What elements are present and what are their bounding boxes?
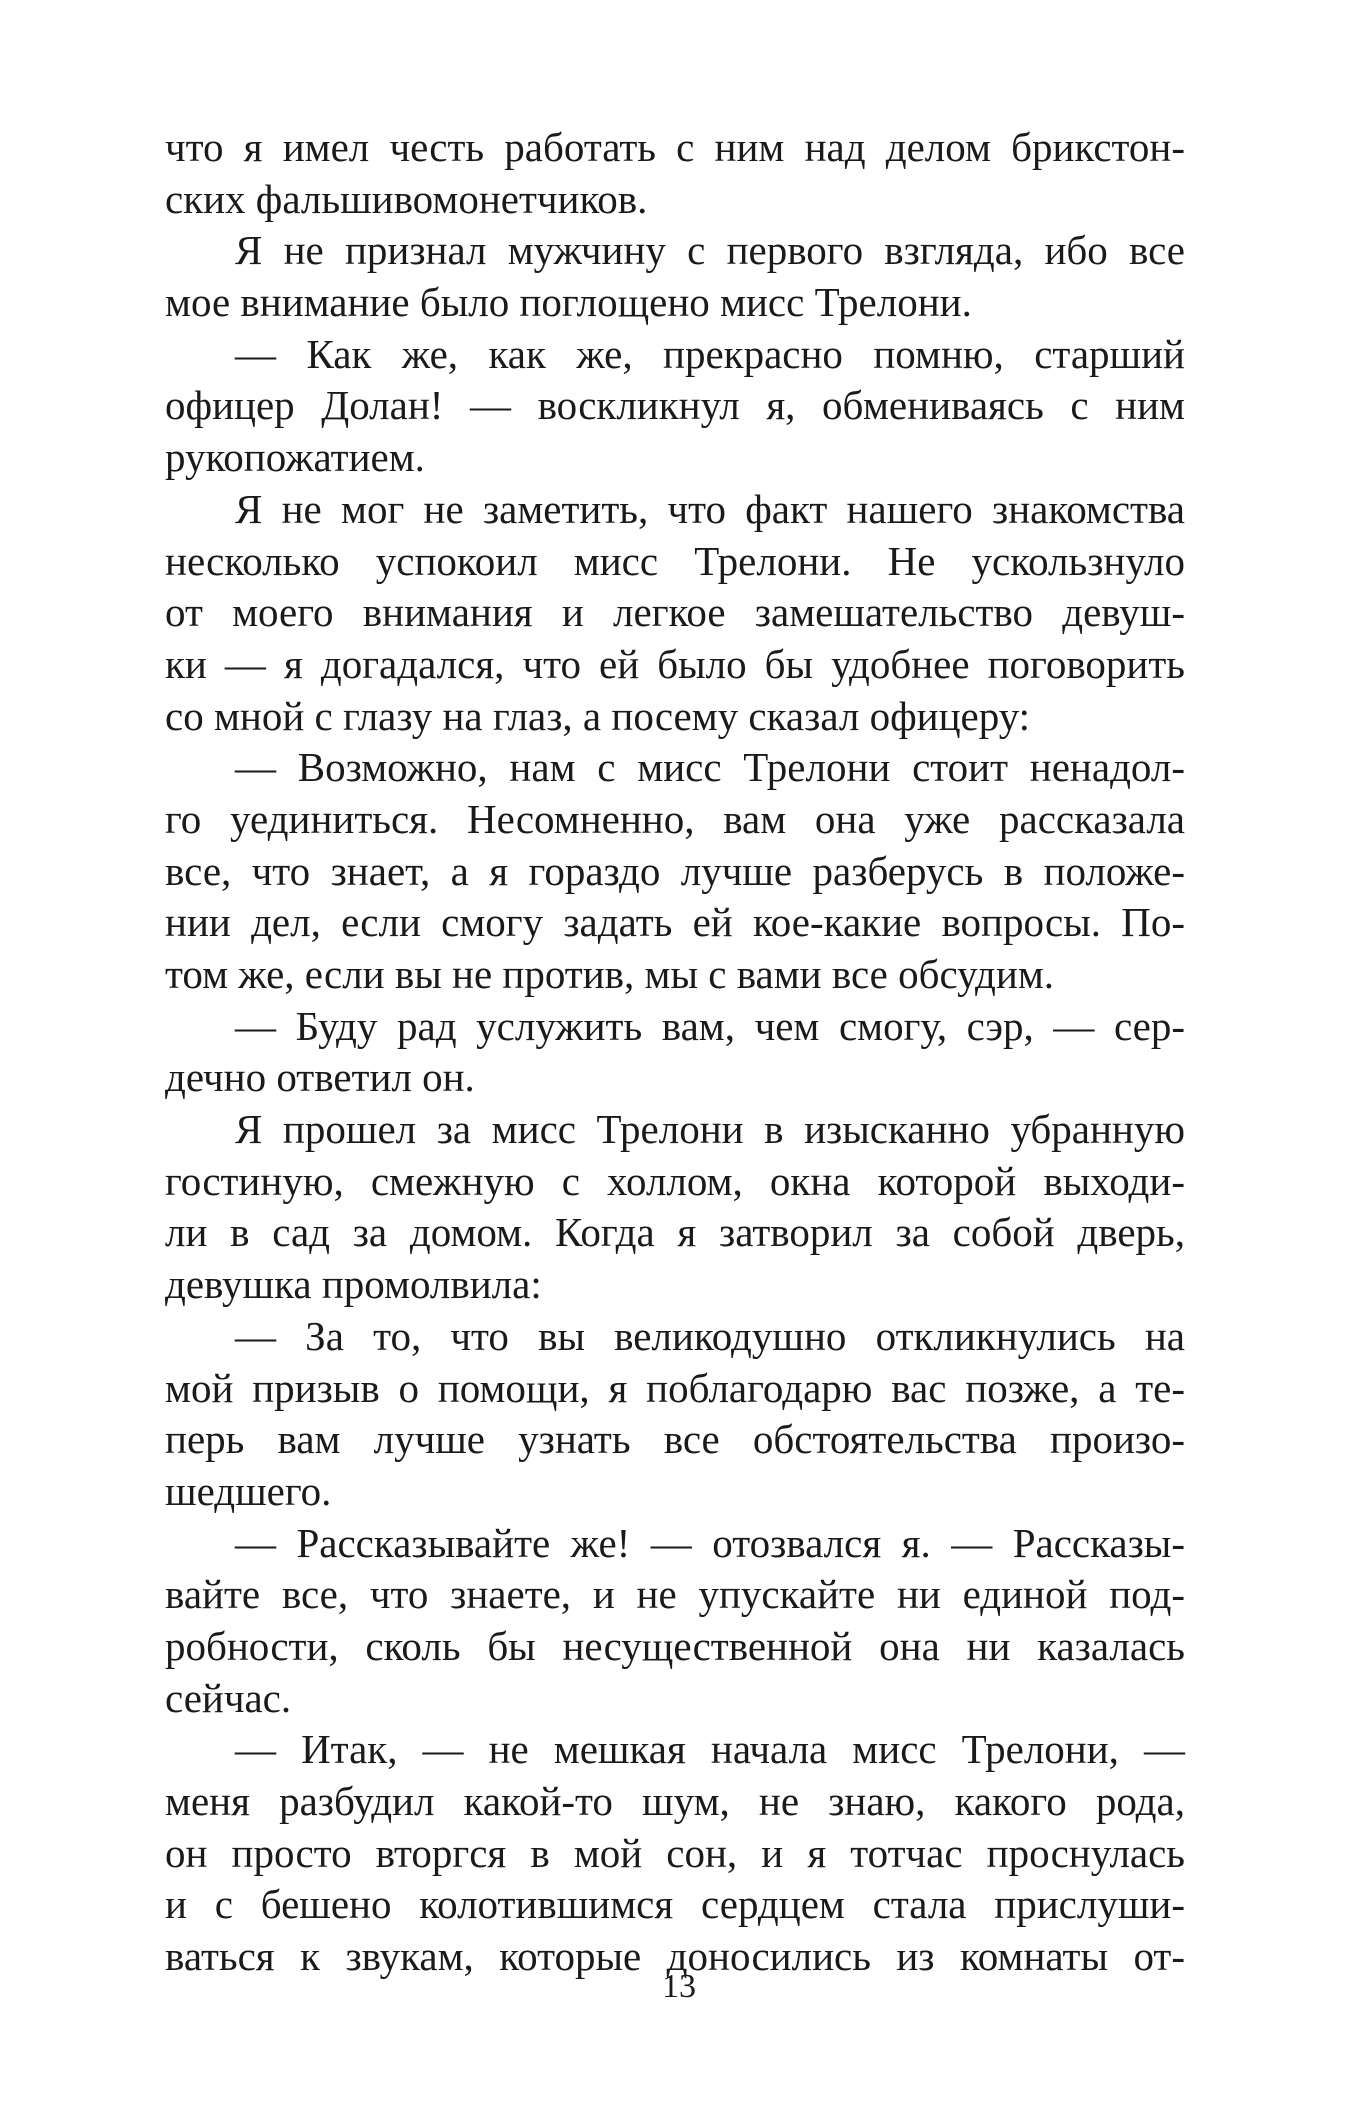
- text-line: он просто вторгся в мой сон, и я тотчас проснулась: [165, 1829, 1185, 1876]
- text-line: ских фальшивомонетчиков.: [165, 175, 648, 222]
- text-line: и с бешено колотившимся сердцем стала прислуши-: [165, 1881, 1185, 1928]
- text-line: шедшего.: [165, 1467, 332, 1514]
- text-line: мое внимание было поглощено мисс Трелони.: [165, 279, 972, 326]
- text-line: ли в сад за домом. Когда я затворил за собой дверь,: [165, 1209, 1185, 1256]
- text-line: перь вам лучше узнать все обстоятельства произо-: [165, 1416, 1185, 1463]
- text-line: меня разбудил какой-то шум, не знаю, какого рода,: [165, 1778, 1185, 1824]
- text-line: — За то, что вы великодушно откликнулись на: [235, 1312, 1185, 1359]
- text-line: вайте все, что знаете, и не упускайте ни единой под-: [165, 1571, 1185, 1618]
- text-line: со мной с глазу на глаз, а посему сказал офицеру:: [165, 692, 1031, 739]
- text-line: девушка промолвила:: [165, 1261, 542, 1308]
- text-line: ваться к звукам, которые доносились из комнаты от-: [165, 1933, 1185, 1980]
- page-number: 13: [662, 1968, 696, 2005]
- text-line: рукопожатием.: [165, 434, 425, 481]
- text-line: го уединиться. Несомненно, вам она уже рассказала: [165, 795, 1185, 842]
- text-line: — Как же, как же, прекрасно помню, старший: [235, 330, 1185, 377]
- page-body-text: [165, 122, 1185, 1983]
- text-line: — Рассказывайте же! — отозвался я. — Рассказы-: [235, 1519, 1185, 1566]
- text-line: Я не признал мужчину с первого взгляда, ибо все: [235, 227, 1185, 274]
- text-line: несколько успокоил мисс Трелони. Не ускользнуло: [165, 537, 1185, 584]
- text-line: от моего внимания и легкое замешательство девуш-: [165, 589, 1185, 636]
- text-line: что я имел честь работать с ним над делом брикстон-: [165, 124, 1185, 170]
- text-line: том же, если вы не против, мы с вами все обсудим.: [165, 951, 1055, 997]
- text-line: офицер Долан! — воскликнул я, обмениваясь с ним: [165, 382, 1185, 429]
- text-line: дечно ответил он.: [165, 1054, 475, 1101]
- text-line: робности, сколь бы несущественной она ни казалась: [165, 1622, 1185, 1669]
- text-line: гостиную, смежную с холлом, окна которой выходи-: [165, 1157, 1185, 1204]
- text-line: все, что знает, а я гораздо лучше разберусь в положе-: [165, 847, 1185, 894]
- text-line: — Возможно, нам с мисс Трелони стоит ненадол-: [235, 744, 1185, 791]
- text-line: сейчас.: [165, 1674, 292, 1721]
- text-line: нии дел, если смогу задать ей кое-какие вопросы. По-: [165, 899, 1185, 946]
- text-line: ки — я догадался, что ей было бы удобнее поговорить: [165, 640, 1185, 687]
- text-line: — Буду рад услужить вам, чем смогу, сэр, — сер-: [235, 1002, 1185, 1049]
- text-line: Я прошел за мисс Трелони в изысканно убранную: [235, 1106, 1185, 1153]
- text-line: мой призыв о помощи, я поблагодарю вас позже, а те-: [165, 1364, 1185, 1411]
- text-line: — Итак, — не мешкая начала мисс Трелони, —: [235, 1726, 1185, 1773]
- text-line: Я не мог не заметить, что факт нашего знакомства: [235, 485, 1185, 532]
